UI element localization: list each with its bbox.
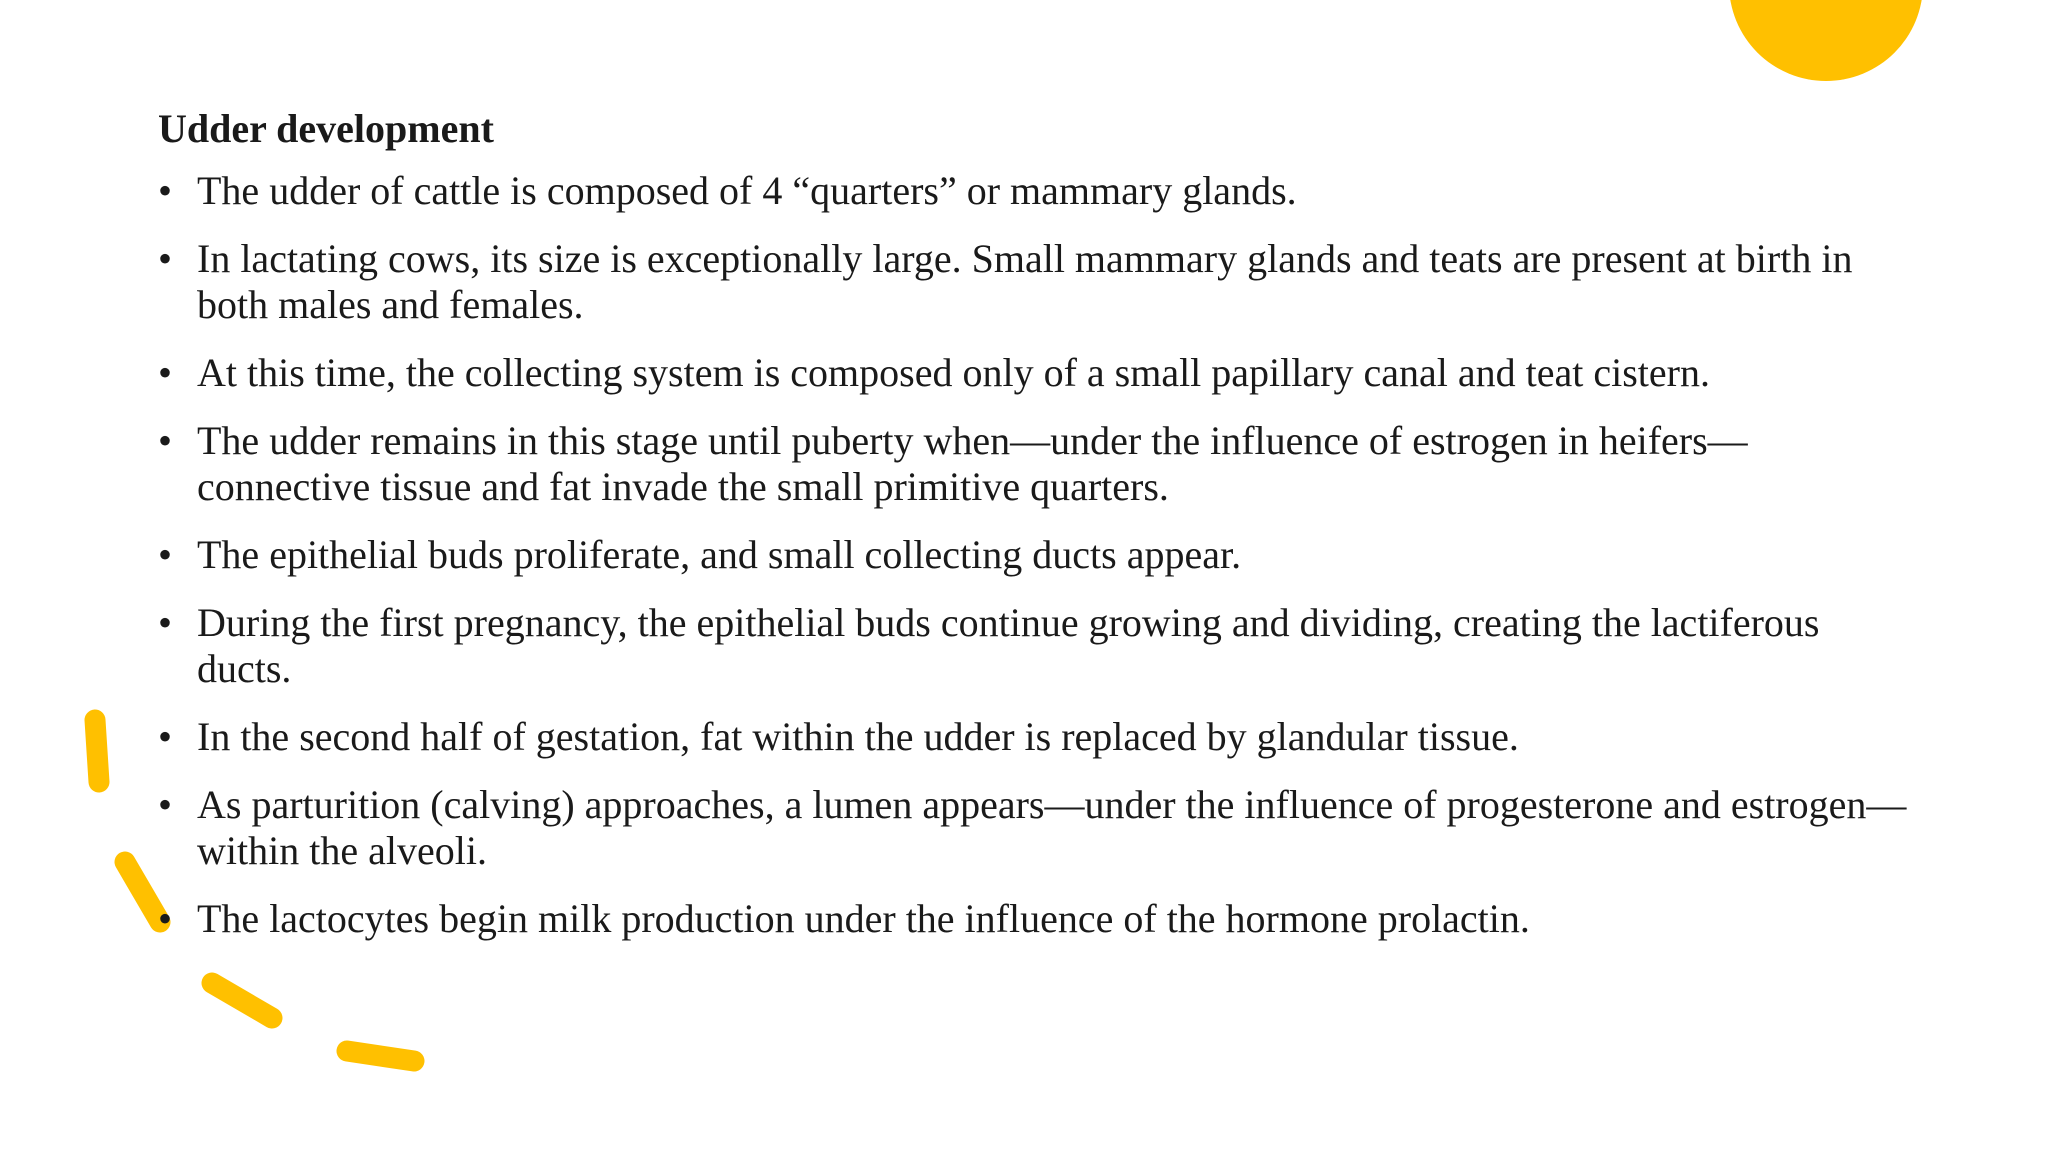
slide-content (158, 104, 1918, 964)
list-item (158, 418, 1918, 510)
list-item (158, 896, 1918, 942)
bullet-marker: • (158, 896, 173, 941)
bullet-text: The udder remains in this stage until puberty when—under the influence of estrogen in heifers—connective tissue and fat invade the small primitive quarters. (197, 418, 1748, 509)
bullet-text: The epithelial buds proliferate, and small collecting ducts appear. (197, 532, 1242, 577)
bullet-text: The lactocytes begin milk production under the influence of the hormone prolactin. (197, 896, 1530, 941)
bullet-marker: • (158, 782, 173, 827)
list-item (158, 350, 1918, 396)
bullet-marker: • (158, 418, 173, 463)
list-item (158, 236, 1918, 328)
bullet-text: The udder of cattle is composed of 4 “quarters” or mammary glands. (197, 168, 1297, 213)
bullet-text: In lactating cows, its size is exceptionally large. Small mammary glands and teats are present at birth in both males and females. (197, 236, 1853, 327)
list-item (158, 782, 1918, 874)
list-item (158, 532, 1918, 578)
bullet-text: As parturition (calving) approaches, a lumen appears—under the influence of progesterone and estrogen—within the alveoli. (197, 782, 1907, 873)
bullet-marker: • (158, 236, 173, 281)
bullet-marker: • (158, 532, 173, 577)
bullet-marker: • (158, 168, 173, 213)
bullet-marker: • (158, 714, 173, 759)
bullet-text: At this time, the collecting system is composed only of a small papillary canal and teat cistern. (197, 350, 1710, 395)
list-item (158, 600, 1918, 692)
bullet-marker: • (158, 600, 173, 645)
slide-title: Udder development (158, 106, 494, 151)
bullet-text: During the first pregnancy, the epithelial buds continue growing and dividing, creating the lactiferous ducts. (197, 600, 1820, 691)
list-item (158, 714, 1918, 760)
bullet-text: In the second half of gestation, fat within the udder is replaced by glandular tissue. (197, 714, 1519, 759)
yellow-circle-decoration (1729, 0, 1923, 81)
list-item (158, 168, 1918, 214)
bullet-marker: • (158, 350, 173, 395)
bullet-list (158, 168, 1918, 942)
